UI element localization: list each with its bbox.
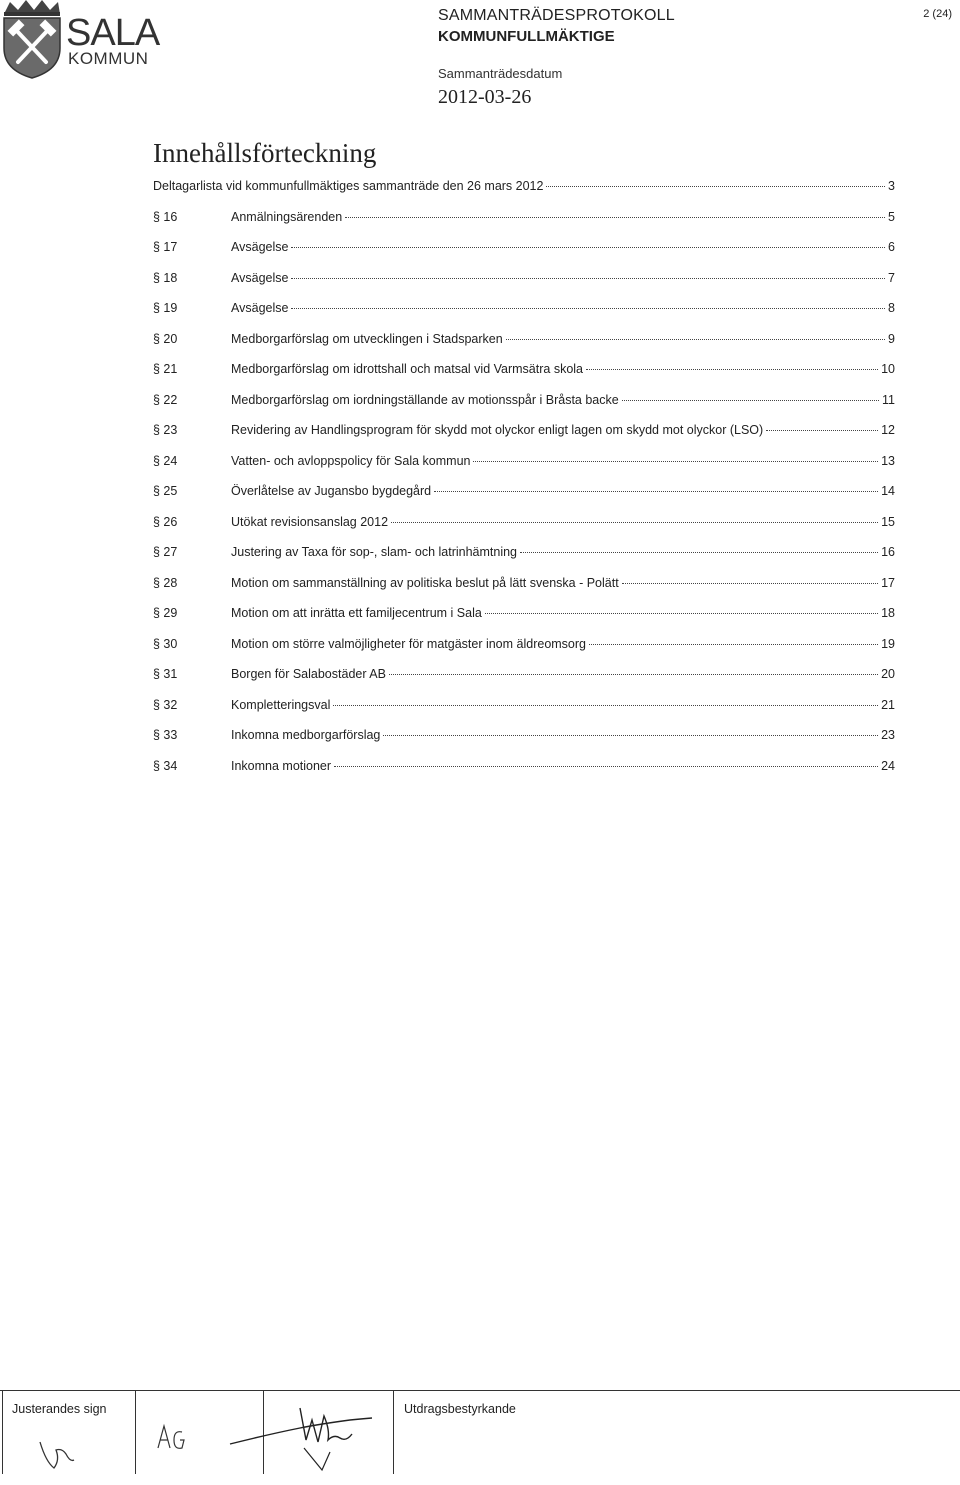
- toc-section-number: § 29: [153, 606, 178, 620]
- toc-row[interactable]: [153, 698, 895, 729]
- toc-page-number: 15: [881, 514, 895, 529]
- toc-row[interactable]: [153, 667, 895, 698]
- dot-leader: [291, 247, 885, 248]
- toc-page-number: 17: [881, 575, 895, 590]
- toc-page-number: 11: [882, 392, 895, 407]
- toc-row[interactable]: [153, 606, 895, 637]
- toc-page-number: 10: [881, 362, 895, 376]
- toc-page-number: 12: [881, 423, 895, 437]
- protocol-title: SAMMANTRÄDESPROTOKOLL: [438, 7, 675, 24]
- handwritten-signatures: [0, 1390, 400, 1474]
- toc-section-number: § 19: [153, 301, 178, 315]
- toc-intro-row[interactable]: [153, 179, 895, 210]
- dot-leader: [485, 613, 878, 614]
- toc-section-number: § 26: [153, 514, 178, 529]
- dot-leader: [291, 278, 885, 279]
- dot-leader: [434, 491, 878, 492]
- toc-page-number: 24: [881, 758, 895, 773]
- toc-page-number: 7: [888, 270, 895, 285]
- toc-section-number: § 31: [153, 667, 178, 681]
- toc-item-title: Utökat revisionsanslag 2012: [231, 514, 389, 529]
- toc-row[interactable]: [153, 545, 895, 576]
- coat-of-arms-icon: [0, 0, 64, 80]
- dot-leader: [473, 461, 878, 462]
- dot-leader: [589, 644, 878, 645]
- toc-item-title: Medborgarförslag om utvecklingen i Stadsparken: [231, 331, 503, 346]
- toc-row[interactable]: [153, 210, 895, 241]
- toc-item-title: Motion om att inrätta ett familjecentrum i Sala: [231, 606, 482, 620]
- toc-item-title: Revidering av Handlingsprogram för skydd mot olyckor enligt lagen om skydd mot olyckor (LSO): [231, 423, 764, 437]
- toc-row[interactable]: [153, 240, 895, 271]
- dot-leader: [622, 583, 878, 584]
- toc-item-title: Justering av Taxa för sop-, slam- och latrinhämtning: [231, 545, 518, 559]
- toc-page-number: 19: [881, 636, 895, 651]
- dot-leader: [586, 369, 878, 370]
- toc-item-title: Medborgarförslag om idrottshall och matsal vid Varmsätra skola: [231, 362, 583, 376]
- toc-page-number: 13: [881, 453, 895, 468]
- dot-leader: [766, 430, 878, 431]
- toc-section-number: § 21: [153, 362, 178, 376]
- toc-section-number: § 25: [153, 484, 178, 498]
- logo-subtitle: KOMMUN: [68, 49, 149, 68]
- toc-page-number: 16: [881, 545, 895, 559]
- sala-kommun-logo: [0, 0, 200, 80]
- toc-page-number: 5: [888, 209, 895, 224]
- toc-row[interactable]: [153, 423, 895, 454]
- toc-page-number: 14: [881, 484, 895, 498]
- toc-item-title: Inkomna medborgarförslag: [231, 728, 381, 742]
- body-name: KOMMUNFULLMÄKTIGE: [438, 28, 615, 45]
- dot-leader: [389, 674, 878, 675]
- toc-section-number: § 16: [153, 209, 178, 224]
- dot-leader: [520, 552, 878, 553]
- dot-leader: [333, 705, 878, 706]
- toc-item-title: Avsägelse: [231, 240, 289, 254]
- meeting-date: 2012-03-26: [438, 86, 532, 108]
- toc-item-title: Motion om större valmöjligheter för matgäster inom äldreomsorg: [231, 636, 586, 651]
- toc-section-number: § 27: [153, 545, 178, 559]
- toc-section-number: § 33: [153, 728, 178, 742]
- toc-page-number: 9: [888, 331, 895, 346]
- toc-item-title: Medborgarförslag om iordningställande av motionsspår i Bråsta backe: [231, 392, 619, 407]
- toc-section-number: § 20: [153, 331, 178, 346]
- toc-intro-page: 3: [888, 179, 895, 193]
- toc-section-number: § 23: [153, 423, 178, 437]
- dot-leader: [291, 308, 885, 309]
- toc-section-number: § 30: [153, 636, 178, 651]
- toc-row[interactable]: [153, 728, 895, 759]
- toc-item-title: Motion om sammanställning av politiska beslut på lätt svenska - Polätt: [231, 575, 619, 590]
- justerandes-sign-label: Justerandes sign: [12, 1402, 107, 1416]
- dot-leader: [391, 522, 878, 523]
- toc-item-title: Anmälningsärenden: [231, 209, 343, 224]
- toc-section-number: § 34: [153, 758, 178, 773]
- dot-leader: [506, 339, 885, 340]
- toc-row[interactable]: [153, 484, 895, 515]
- table-of-contents: [153, 179, 895, 789]
- toc-item-title: Vatten- och avloppspolicy för Sala kommun: [231, 453, 471, 468]
- toc-row[interactable]: [153, 301, 895, 332]
- toc-item-title: Avsägelse: [231, 301, 289, 315]
- toc-row[interactable]: [153, 454, 895, 485]
- toc-row[interactable]: [153, 271, 895, 302]
- dot-leader: [622, 400, 879, 401]
- toc-item-title: Överlåtelse av Jugansbo bygdegård: [231, 484, 432, 498]
- toc-page-number: 8: [888, 301, 895, 315]
- toc-section-number: § 32: [153, 697, 178, 712]
- toc-row[interactable]: [153, 362, 895, 393]
- toc-page-number: 6: [888, 240, 895, 254]
- toc-section-number: § 18: [153, 270, 178, 285]
- dot-leader: [546, 186, 885, 187]
- dot-leader: [334, 766, 878, 767]
- toc-section-number: § 24: [153, 453, 178, 468]
- toc-row[interactable]: [153, 393, 895, 424]
- date-label: Sammanträdesdatum: [438, 66, 563, 81]
- toc-section-number: § 28: [153, 575, 178, 590]
- toc-page-number: 20: [881, 667, 895, 681]
- toc-item-title: Borgen för Salabostäder AB: [231, 667, 386, 681]
- toc-item-title: Inkomna motioner: [231, 758, 332, 773]
- toc-row[interactable]: [153, 332, 895, 363]
- dot-leader: [383, 735, 878, 736]
- logo-wordmark: SALA: [66, 12, 160, 54]
- dot-leader: [345, 217, 885, 218]
- toc-row[interactable]: [153, 576, 895, 607]
- toc-row[interactable]: [153, 759, 895, 790]
- toc-row[interactable]: [153, 637, 895, 668]
- page-number: 2 (24): [923, 8, 952, 20]
- toc-intro-title: Deltagarlista vid kommunfullmäktiges sammanträde den 26 mars 2012: [153, 179, 544, 193]
- utdragsbestyrkande-label: Utdragsbestyrkande: [404, 1402, 516, 1416]
- toc-section-number: § 22: [153, 392, 178, 407]
- toc-section-number: § 17: [153, 240, 178, 254]
- toc-page-number: 23: [881, 728, 895, 742]
- toc-item-title: Kompletteringsval: [231, 697, 331, 712]
- toc-item-title: Avsägelse: [231, 270, 289, 285]
- toc-page-number: 18: [881, 606, 895, 620]
- signature-footer: [0, 1390, 960, 1474]
- toc-page-number: 21: [881, 697, 895, 712]
- toc-row[interactable]: [153, 515, 895, 546]
- toc-items: [153, 210, 895, 790]
- toc-heading: Innehållsförteckning: [153, 138, 377, 168]
